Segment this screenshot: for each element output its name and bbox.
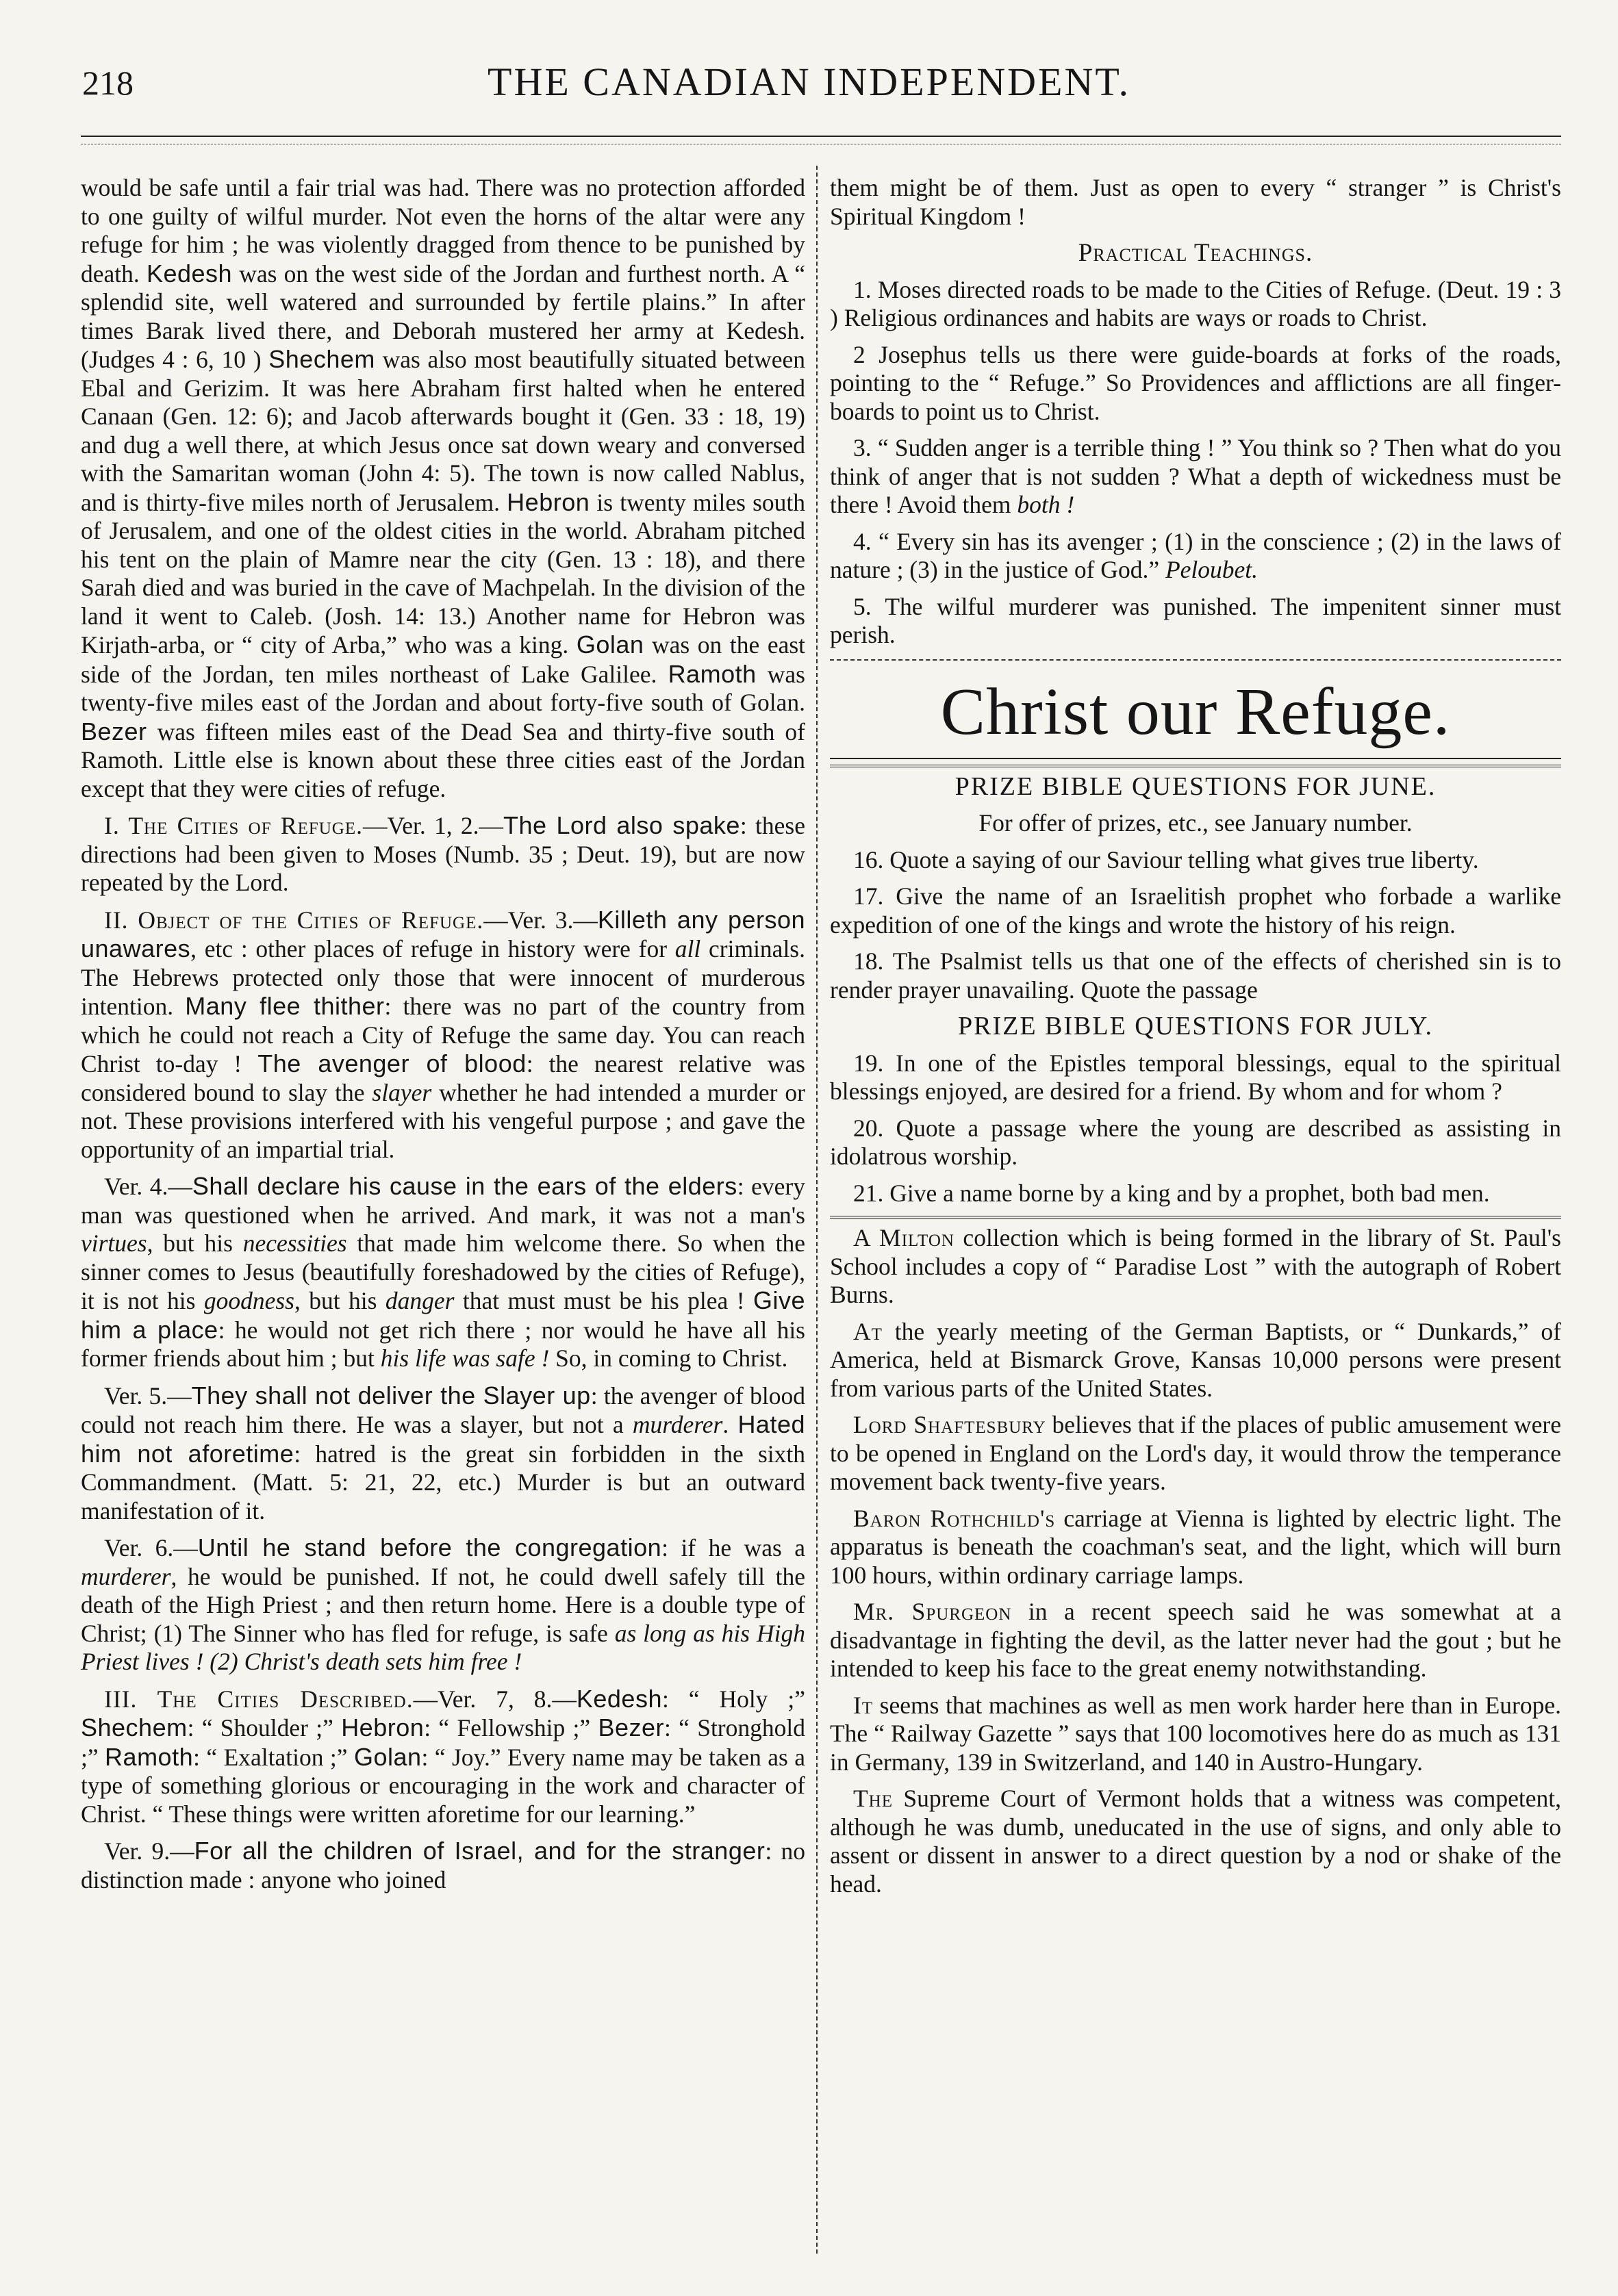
- question-16: 16. Quote a saying of our Saviour telling what gives true liberty.: [853, 845, 1479, 873]
- divider-double: [830, 1216, 1561, 1219]
- left-column: [81, 174, 805, 1902]
- divider-double: [830, 765, 1561, 767]
- teaching-3: 3. “ Sudden anger is a terrible thing ! ” You think so ? Then what do you think of anger that is not sudden ? What a depth of wickedness must be there ! Avoid them both !: [830, 434, 1561, 518]
- teaching-5: 5. The wilful murderer was punished. The impenitent sinner must perish.: [830, 592, 1561, 648]
- header-rule: [81, 136, 1561, 137]
- news-item-milton: A Milton collection which is being formed in the library of St. Paul's School includes a copy of “ Paradise Lost ” with the autograph of Robert Burns.: [830, 1224, 1561, 1308]
- banner-christ-our-refuge: Christ our Refuge.: [940, 674, 1451, 749]
- page-number: 218: [82, 64, 134, 102]
- teaching-4: 4. “ Every sin has its avenger ; (1) in the conscience ; (2) in the laws of nature ; (3) in the justice of God.” Peloubet.: [830, 527, 1561, 583]
- paragraph-verse-9: Ver. 9.—For all the children of Israel, and for the stranger: no distinction made : anyone who joined: [81, 1837, 805, 1893]
- right-column: [830, 174, 1561, 1906]
- question-17: 17. Give the name of an Israelitish prophet who forbade a warlike expedition of one of the kings and wrote the history of his reign.: [830, 882, 1561, 939]
- prize-questions-june-heading: PRIZE BIBLE QUESTIONS FOR JUNE.: [955, 771, 1437, 801]
- question-21: 21. Give a name borne by a king and by a prophet, both bad men.: [853, 1179, 1490, 1207]
- masthead-title: THE CANADIAN INDEPENDENT.: [488, 60, 1130, 104]
- news-item-shaftesbury: Lord Shaftesbury believes that if the places of public amusement were to be opened in England on the Lord's day, it would throw the temperance movement back twenty-five years.: [830, 1411, 1562, 1495]
- divider: [830, 659, 1561, 661]
- news-item-spurgeon: Mr. Spurgeon in a recent speech said he was somewhat at a disadvantage in fighting the devil, as the latter never had the gout ; but he intended to keep his face to the great enemy notwithstanding.: [830, 1598, 1561, 1682]
- news-item-vermont: The Supreme Court of Vermont holds that a witness was competent, although he was dumb, uneducated in the use of signs, and only able to assent or dissent in answer to a direct question by a nod or shake of the head.: [830, 1785, 1561, 1898]
- paragraph-cities-described: III. The Cities Described.—Ver. 7, 8.—Kedesh: “ Holy ;” Shechem: “ Shoulder ;” Hebron: “ Fellowship ;” Bezer: “ Stronghold ;” Ramoth: “ Exaltation ;” Golan: “ Joy.” Every name may be taken as a type of something glorious or encouraging in the work and character of Christ. “ These things were written aforetime for our learning.”: [81, 1684, 806, 1828]
- news-item-dunkards: At the yearly meeting of the German Baptists, or “ Dunkards,” of America, held at Bismarck Grove, Kansas 10,000 persons were present from various parts of the United States.: [830, 1317, 1561, 1402]
- column-separator: [816, 166, 818, 2254]
- paragraph-cities-of-refuge: I. The Cities of Refuge.—Ver. 1, 2.—The Lord also spake: these directions had been given to Moses (Numb. 35 ; Deut. 19), but are now repeated by the Lord.: [81, 811, 806, 896]
- news-item-locomotives: It seems that machines as well as men work harder here than in Europe. The “ Railway Gazette ” says that 100 locomotives here do as much as 131 in Germany, 139 in Switzerland, and 140 in Austro-Hungary.: [830, 1691, 1561, 1776]
- teaching-1: 1. Moses directed roads to be made to the Cities of Refuge. (Deut. 19 : 3 ) Religious ordinances and habits are ways or roads to Christ.: [830, 275, 1561, 331]
- teaching-2: 2 Josephus tells us there were guide-boards at forks of the roads, pointing to the “ Refuge.” So Providences and afflictions are all finger-boards to point us to Christ.: [830, 340, 1561, 425]
- practical-teachings-heading: Practical Teachings.: [1078, 239, 1313, 267]
- paragraph-verse-6: Ver. 6.—Until he stand before the congregation: if he was a murderer, he would be punished. If not, he could dwell safely till the death of the High Priest ; and then return home. Here is a double type of Christ; (1) The Sinner who has fled for refuge, is safe as long as his High Priest lives ! (2) Christ's death sets him free !: [81, 1533, 806, 1675]
- prize-note: For offer of prizes, etc., see January number.: [978, 809, 1413, 837]
- question-19: 19. In one of the Epistles temporal blessings, equal to the spiritual blessings enjoyed, are desired for a friend. By whom and for whom ?: [830, 1049, 1561, 1105]
- divider: [830, 758, 1561, 759]
- news-item-rothchild: Baron Rothchild's carriage at Vienna is lighted by electric light. The apparatus is beneath the coachman's seat, and the light, which will burn 100 hours, within ordinary carriage lamps.: [830, 1504, 1561, 1589]
- prize-questions-july-heading: PRIZE BIBLE QUESTIONS FOR JULY.: [957, 1012, 1434, 1041]
- paragraph-continuation: them might be of them. Just as open to every “ stranger ” is Christ's Spiritual Kingdom !: [830, 174, 1561, 230]
- paragraph-cities-intro: would be safe until a fair trial was had. There was no protection afforded to one guilty of wilful murder. Not even the horns of the altar were any refuge for him ; he was violently dragged from thence to be punished by death. Kedesh was on the west side of the Jordan and furthest north. A “ splendid site, well watered and surrounded by fertile plains.” In after times Barak lived there, and Deborah mustered her army at Kedesh. (Judges 4 : 6, 10 ) Shechem was also most beautifully situated between Ebal and Gerizim. It was here Abraham first halted when he entered Canaan (Gen. 12: 6); and Jacob afterwards bought it (Gen. 33 : 18, 19) and dug a well there, at which Jesus once sat down weary and conversed with the Samaritan woman (John 4: 5). The town is now called Nablus, and is thirty-five miles north of Jerusalem. Hebron is twenty miles south of Jerusalem, and one of the oldest cities in the world. Abraham pitched his tent on the plain of Mamre near the city (Gen. 13 : 18), and there Sarah died and was buried in the cave of Machpelah. In the division of the land it went to Caleb. (Josh. 14: 13.) Another name for Hebron was Kirjath-arba, or “ city of Arba,” who was a king. Golan was on the east side of the Jordan, ten miles northeast of Lake Galilee. Ramoth was twenty-five miles east of the Jordan and about forty-five south of Golan. Bezer was fifteen miles east of the Dead Sea and thirty-five south of Ramoth. Little else is known about these three cities east of the Jordan except that they were cities of refuge.: [81, 174, 806, 802]
- paragraph-verse-5: Ver. 5.—They shall not deliver the Slayer up: the avenger of blood could not reach him there. He was a slayer, but not a murderer. Hated him not aforetime: hatred is the great sin forbidden in the sixth Commandment. (Matt. 5: 21, 22, etc.) Murder is but an outward manifestation of it.: [81, 1381, 806, 1525]
- paragraph-verse-4: Ver. 4.—Shall declare his cause in the ears of the elders: every man was questioned when he arrived. And mark, it was not a man's virtues, but his necessities that made him welcome there. So when the sinner comes to Jesus (beautifully foreshadowed by the cities of Refuge), it is not his goodness, but his danger that must must be his plea ! Give him a place: he would not get rich there ; nor would he have all his former friends about him ; but his life was safe ! So, in coming to Christ.: [81, 1172, 806, 1372]
- paragraph-object-of-cities: II. Object of the Cities of Refuge.—Ver. 3.—Killeth any person unawares, etc : other places of refuge in history were for all criminals. The Hebrews protected only those that were innocent of murderous intention. Many flee thither: there was no part of the country from which he could not reach a City of Refuge the same day. You can reach Christ to-day ! The avenger of blood: the nearest relative was considered bound to slay the slayer whether he had intended a murder or not. These provisions interfered with his vengeful purpose ; and gave the opportunity of an impartial trial.: [81, 905, 806, 1163]
- question-18: 18. The Psalmist tells us that one of the effects of cherished sin is to render prayer unavailing. Quote the passage: [830, 947, 1561, 1004]
- question-20: 20. Quote a passage where the young are described as assisting in idolatrous worship.: [830, 1114, 1561, 1170]
